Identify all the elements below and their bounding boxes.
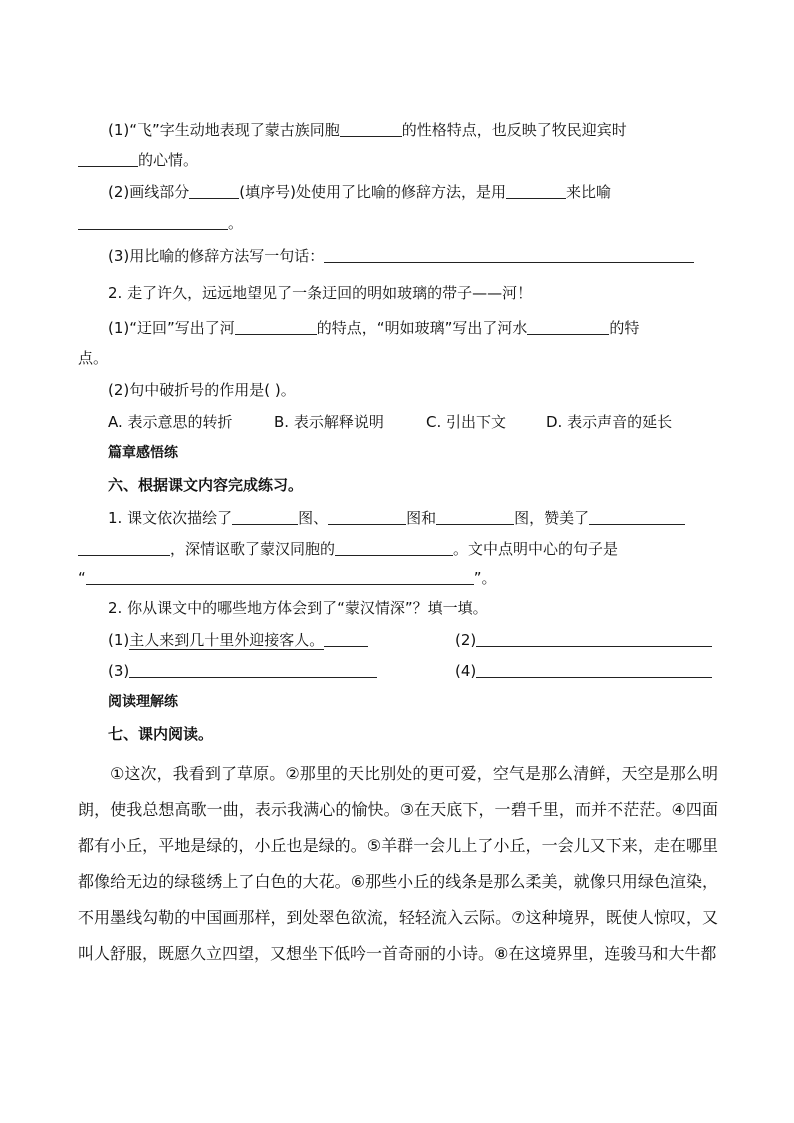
q1-item-2-line2: 。: [78, 213, 243, 233]
answer-blank[interactable]: [335, 539, 453, 556]
answer-blank[interactable]: [78, 539, 170, 556]
section-label-chapter: 篇章感悟练: [108, 445, 178, 461]
part6-q2-item-2: (2): [455, 630, 712, 650]
reading-passage: ①这次，我看到了草原。②那里的天比别处的更可爱，空气是那么清鲜，天空是那么明朗，使我总想高歌一曲，表示我满心的愉快。③在天底下，一碧千里，而并不茫茫。④四面都有小丘，平地是绿的，小丘也是绿的。⑤羊群一会儿上了小丘，一会儿又下来，走在哪里都像给无边的绿毯绣上了白色的大花。⑥那些小丘的线条是那么柔美，就像只用绿色渲染，不用墨线勾勒的中国画那样，到处翠色欲流，轻轻流入云际。⑦这种境界，既使人惊叹，又叫人舒服，既愿久立四望，又想坐下低吟一首奇丽的小诗。⑧在这境界里，连骏马和大牛都: [78, 764, 718, 963]
option-b[interactable]: B. 表示解释说明: [274, 413, 384, 431]
part6-heading: 六、根据课文内容完成练习。: [108, 476, 304, 494]
option-a[interactable]: A. 表示意思的转折: [108, 413, 233, 431]
answer-blank[interactable]: [340, 120, 402, 137]
part6-q2-stem: 2. 你从课文中的哪些地方体会到了“蒙汉情深”？填一填。: [108, 599, 488, 617]
answer-blank[interactable]: [78, 150, 138, 167]
q1-item-3: (3)用比喻的修辞方法写一句话：: [108, 246, 694, 266]
q1-item-2-line1: (2)画线部分 (填序号)处使用了比喻的修辞方法，是用 来比喻: [108, 183, 611, 201]
answer-blank[interactable]: [527, 318, 609, 335]
option-d[interactable]: D. 表示声音的延长: [546, 413, 673, 431]
part6-q2-item-3: (3): [108, 661, 377, 681]
part6-q2-item-1: (1)主人来到几十里外迎接客人。: [108, 630, 368, 650]
answer-blank[interactable]: [129, 661, 377, 678]
answer-blank[interactable]: [506, 182, 566, 199]
part6-q1-line1: 1. 课文依次描绘了 图、 图和 图，赞美了: [108, 508, 685, 528]
q2-item-1-line1: (1)“迂回”写出了河 的特点，“明如玻璃”写出了河水 的特: [108, 319, 640, 337]
q1-item-1-line2: 的心情。: [78, 150, 198, 170]
option-c[interactable]: C. 引出下文: [426, 413, 507, 431]
answer-blank[interactable]: [476, 661, 712, 678]
q2-stem: 2. 走了许久，远远地望见了一条迂回的明如玻璃的带子——河！: [108, 284, 533, 302]
answer-blank[interactable]: [328, 508, 406, 525]
q2-options: [108, 412, 672, 432]
q2-item-1-line2: 点。: [78, 349, 109, 367]
answer-blank[interactable]: [589, 508, 685, 525]
answer-blank[interactable]: [436, 508, 514, 525]
answer-blank[interactable]: [324, 246, 694, 263]
section-label-reading: 阅读理解练: [108, 694, 178, 710]
answer-blank[interactable]: [476, 630, 712, 647]
part7-heading: 七、课内阅读。: [108, 725, 214, 743]
answer-blank[interactable]: [78, 213, 228, 230]
answer-blank[interactable]: [235, 318, 317, 335]
q1-item-1-line1: (1)“飞”字生动地表现了蒙古族同胞 的性格特点，也反映了牧民迎宾时: [108, 121, 627, 139]
answer-blank[interactable]: [324, 630, 368, 647]
answer-blank[interactable]: [189, 182, 239, 199]
answer-blank[interactable]: [86, 568, 474, 585]
part6-q2-item-4: (4): [455, 661, 712, 681]
answer-blank[interactable]: [232, 508, 298, 525]
part6-q1-line3: “ ”。: [78, 569, 497, 587]
part6-q1-line2: ，深情讴歌了蒙汉同胞的 。文中点明中心的句子是: [78, 539, 618, 559]
q2-item-2: (2)句中破折号的作用是( )。: [108, 381, 296, 399]
